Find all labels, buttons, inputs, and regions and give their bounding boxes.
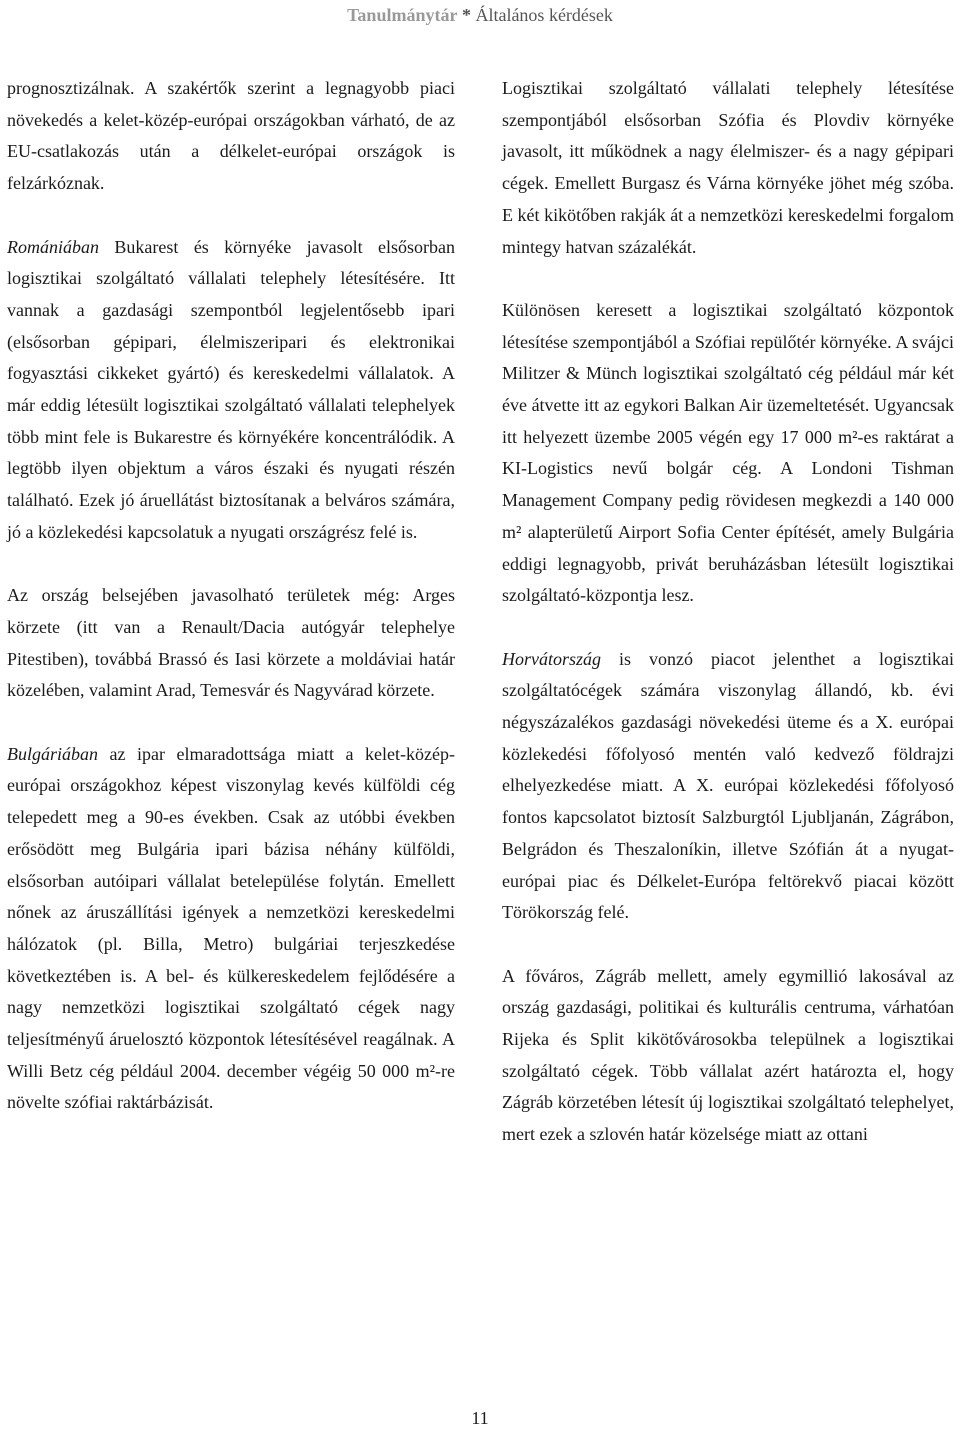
paragraph: Logisztikai szolgáltató vállalati telephely létesítése szempontjából elsősorban Szófia és Plovdiv környéke javasolt, itt működnek a nagy élelmiszer- és a nagy gépipari cégek. Emellett Burgasz és Várna környéke jöhet még szóba. E két kikötőben rakják át a nemzetközi kereskedelmi forgalom mintegy hatvan százalékát.	[502, 78, 954, 257]
header-subsection: Általános kérdések	[475, 5, 613, 25]
paragraph: Különösen keresett a logisztikai szolgáltató központok létesítése szempontjából a Szófiai repülőtér környéke. A svájci Militzer & Münch logisztikai szolgáltató cég például már két éve átvette itt az egykori Balkan Air üzemeltetését. Ugyancsak itt helyezett üzembe 2005 végén egy 17 000 m²-es raktárat a KI-Logistics nevű bolgár cég. A Londoni Tishman Management Company pedig rövidesen megkezdi a 140 000 m² alapterületű Airport Sofia Center építését, amely Bulgária eddigi legnagyobb, privát beruházásban létesült logisztikai szolgáltató-központja lesz.	[502, 299, 954, 606]
paragraph: A főváros, Zágráb mellett, amely egymillió lakosával az ország gazdasági, politikai és kulturális centruma, várhatóan Rijeka és Split kikötővárosokba települnek a logisztikai szolgáltató cégek. Több vállalat azért határozta el, hogy Zágráb körzetében létesít új logisztikai szolgáltató telephelyet, mert ezek a szlovén határ közelsége miatt az ottani	[502, 965, 954, 1145]
page-number: 11	[471, 1408, 489, 1428]
running-header	[0, 4, 960, 26]
paragraph-romania	[7, 232, 455, 549]
paragraph-bulgaria	[7, 739, 455, 1119]
country-name: Horvátország	[502, 648, 602, 669]
country-name: Bulgáriában	[7, 743, 99, 764]
left-column	[7, 73, 455, 1151]
paragraph-croatia	[502, 644, 954, 929]
paragraph-text: is vonzó piacot jelenthet a logisztikai szolgáltatócégek számára viszonylag állandó, kb. évi négyszázalékos gazdasági növekedési üteme és a X. európai közlekedési főfolyosó mentén való kedvező földrajzi elhelyezkedése miatt. A X. európai közlekedési főfolyosó fontos kapcsolatot biztosít Salzburgtól Ljubljanán, Zágrábon, Belgrádon és Theszaloníkin, illetve Szófián át a nyugat-európai piac és Délkelet-Európa feltörekvő piacai között Törökország felé.	[502, 648, 954, 923]
paragraph-text: az ipar elmaradottsága miatt a kelet-közép-európai országokhoz képest viszonylag kevés külföldi cég telepedett meg a 90-es években. Csak az utóbbi években erősödött meg Bulgária ipari bázisa néhány külföldi, elsősorban autóipari vállalat betelepülése folytán. Emellett nőnek az áruszállítási igények a nemzetközi kereskedelmi hálózatok (pl. Billa, Metro) bulgáriai terjeszkedése következtében is. A bel- és külkereskedelem fejlődésére a nagy nemzetközi logisztikai szolgáltató cégek nagy teljesítményű áruelosztó központok létesítésével reagálnak. A Willi Betz cég például 2004. december végéig 50 000 m²-re növelte szófiai raktárbázisát.	[7, 743, 455, 1113]
paragraph: Az ország belsejében javasolható területek még: Arges körzete (itt van a Renault/Dacia autógyár telephelye Pitestiben), továbbá Brassó és Iasi körzete a moldáviai határ közelében, valamint Arad, Temesvár és Nagyvárad körzete.	[7, 585, 455, 701]
header-separator: *	[461, 5, 471, 25]
right-column	[502, 73, 954, 1183]
country-name: Romániában	[7, 236, 99, 257]
paragraph-text: Bukarest és környéke javasolt elsősorban logisztikai szolgáltató vállalati telephely létesítésére. Itt vannak a gazdasági szempontból legjelentősebb ipari (elsősorban gépipari, élelmiszeripari és elektronikai fogyasztási cikkeket gyártó) és kereskedelmi vállalatok. A már eddig létesült logisztikai szolgáltató vállalati telephelyek több mint fele is Bukarestre és környékére koncentrálódik. A legtöbb ilyen objektum a város északi és nyugati részén található. Ezek jó áruellátást biztosítanak a belváros számára, jó a közlekedési kapcsolatuk a nyugati országrész felé is.	[7, 236, 455, 542]
header-section: Tanulmánytár	[347, 5, 458, 25]
paragraph: prognosztizálnak. A szakértők szerint a legnagyobb piaci növekedés a kelet-közép-európai országokban várható, de az EU-csatlakozás után a délkelet-európai országok is felzárkóznak.	[7, 78, 455, 194]
